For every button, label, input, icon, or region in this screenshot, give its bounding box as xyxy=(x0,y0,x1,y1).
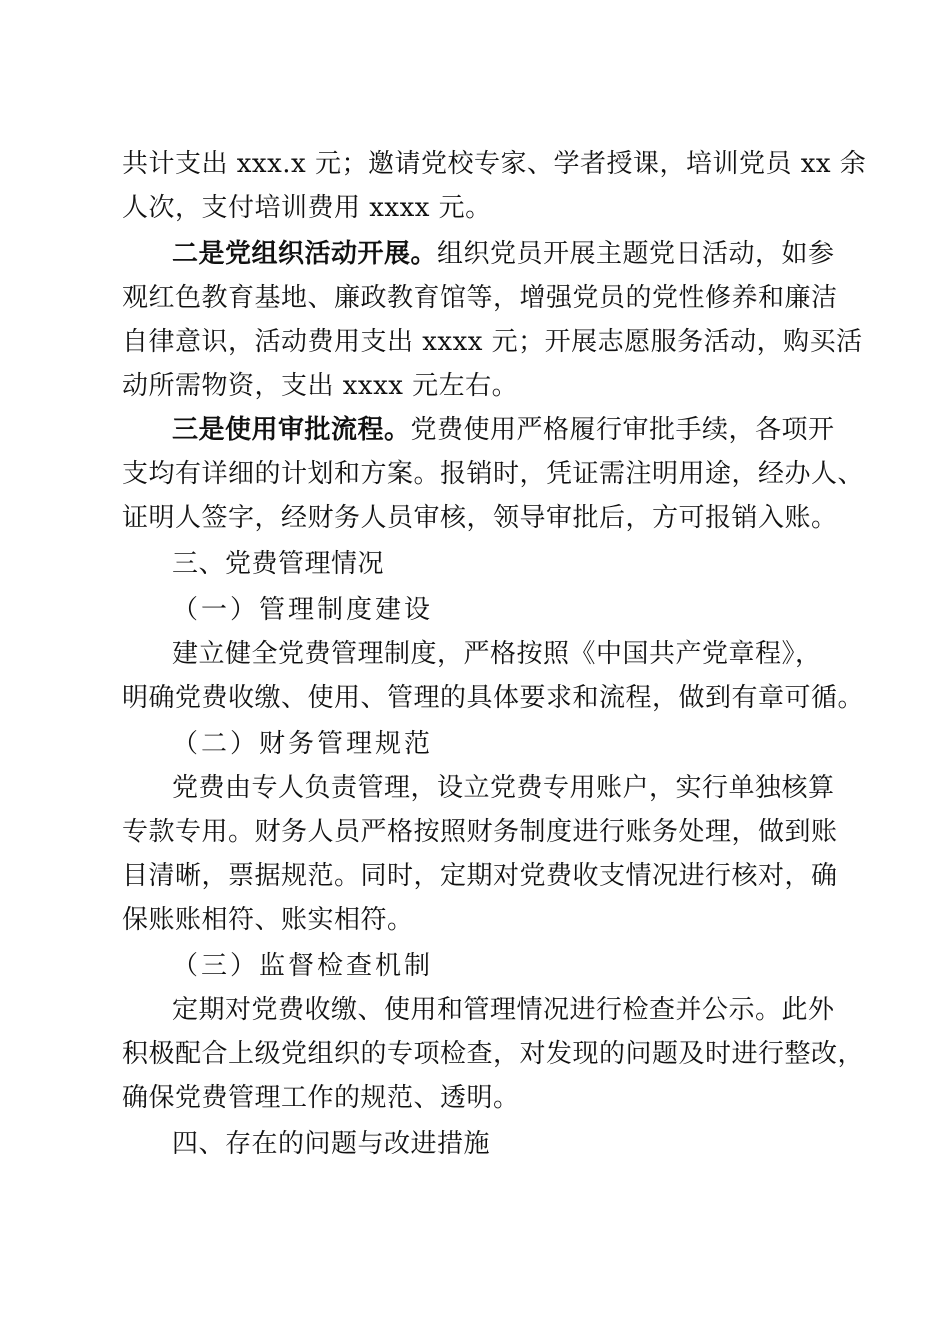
paragraph-text: 党费使用严格履行审批手续，各项开 xyxy=(410,415,835,445)
paragraph-line: 支均有详细的计划和方案。报销时，凭证需注明用途，经办人、 xyxy=(122,459,865,489)
paragraph-text: 组织党员开展主题党日活动，如参 xyxy=(437,239,835,269)
paragraph-lead: 三是使用审批流程。 xyxy=(172,415,411,445)
paragraph-line: 目清晰，票据规范。同时，定期对党费收支情况进行核对，确 xyxy=(122,861,838,891)
paragraph-lead: 二是党组织活动开展。 xyxy=(172,239,438,269)
paragraph-line: 保账账相符、账实相符。 xyxy=(122,905,414,935)
subsection-heading: （二）财务管理规范 xyxy=(172,729,434,759)
paragraph-line: 积极配合上级党组织的专项检查，对发现的问题及时进行整改， xyxy=(122,1039,865,1069)
paragraph-line: 人次，支付培训费用 xxxx 元。 xyxy=(122,193,492,223)
subsection-heading: （一）管理制度建设 xyxy=(172,595,434,625)
paragraph-line: 专款专用。财务人员严格按照财务制度进行账务处理，做到账 xyxy=(122,817,838,847)
paragraph-line: 建立健全党费管理制度，严格按照《中国共产党章程》， xyxy=(172,639,822,669)
section-heading: 三、党费管理情况 xyxy=(172,549,385,579)
paragraph-line: 证明人签字，经财务人员审核，领导审批后，方可报销入账。 xyxy=(122,503,838,533)
subsection-heading: （三）监督检查机制 xyxy=(172,951,434,981)
paragraph-line: 定期对党费收缴、使用和管理情况进行检查并公示。此外 xyxy=(172,995,835,1025)
paragraph-line: 确保党费管理工作的规范、透明。 xyxy=(122,1083,520,1113)
paragraph-line: 党费由专人负责管理，设立党费专用账户，实行单独核算 xyxy=(172,773,835,803)
paragraph-line xyxy=(172,232,835,276)
paragraph-line: 动所需物资，支出 xxxx 元左右。 xyxy=(122,371,519,401)
paragraph-line: 共计支出 xxx.x 元；邀请党校专家、学者授课，培训党员 xx 余 xyxy=(122,149,867,179)
paragraph-line: 观红色教育基地、廉政教育馆等，增强党员的党性修养和廉洁 xyxy=(122,283,838,313)
paragraph-line: 明确党费收缴、使用、管理的具体要求和流程，做到有章可循。 xyxy=(122,683,865,713)
section-heading: 四、存在的问题与改进措施 xyxy=(172,1129,491,1159)
paragraph-line xyxy=(172,408,835,452)
paragraph-line: 自律意识，活动费用支出 xxxx 元；开展志愿服务活动，购买活 xyxy=(122,327,863,357)
